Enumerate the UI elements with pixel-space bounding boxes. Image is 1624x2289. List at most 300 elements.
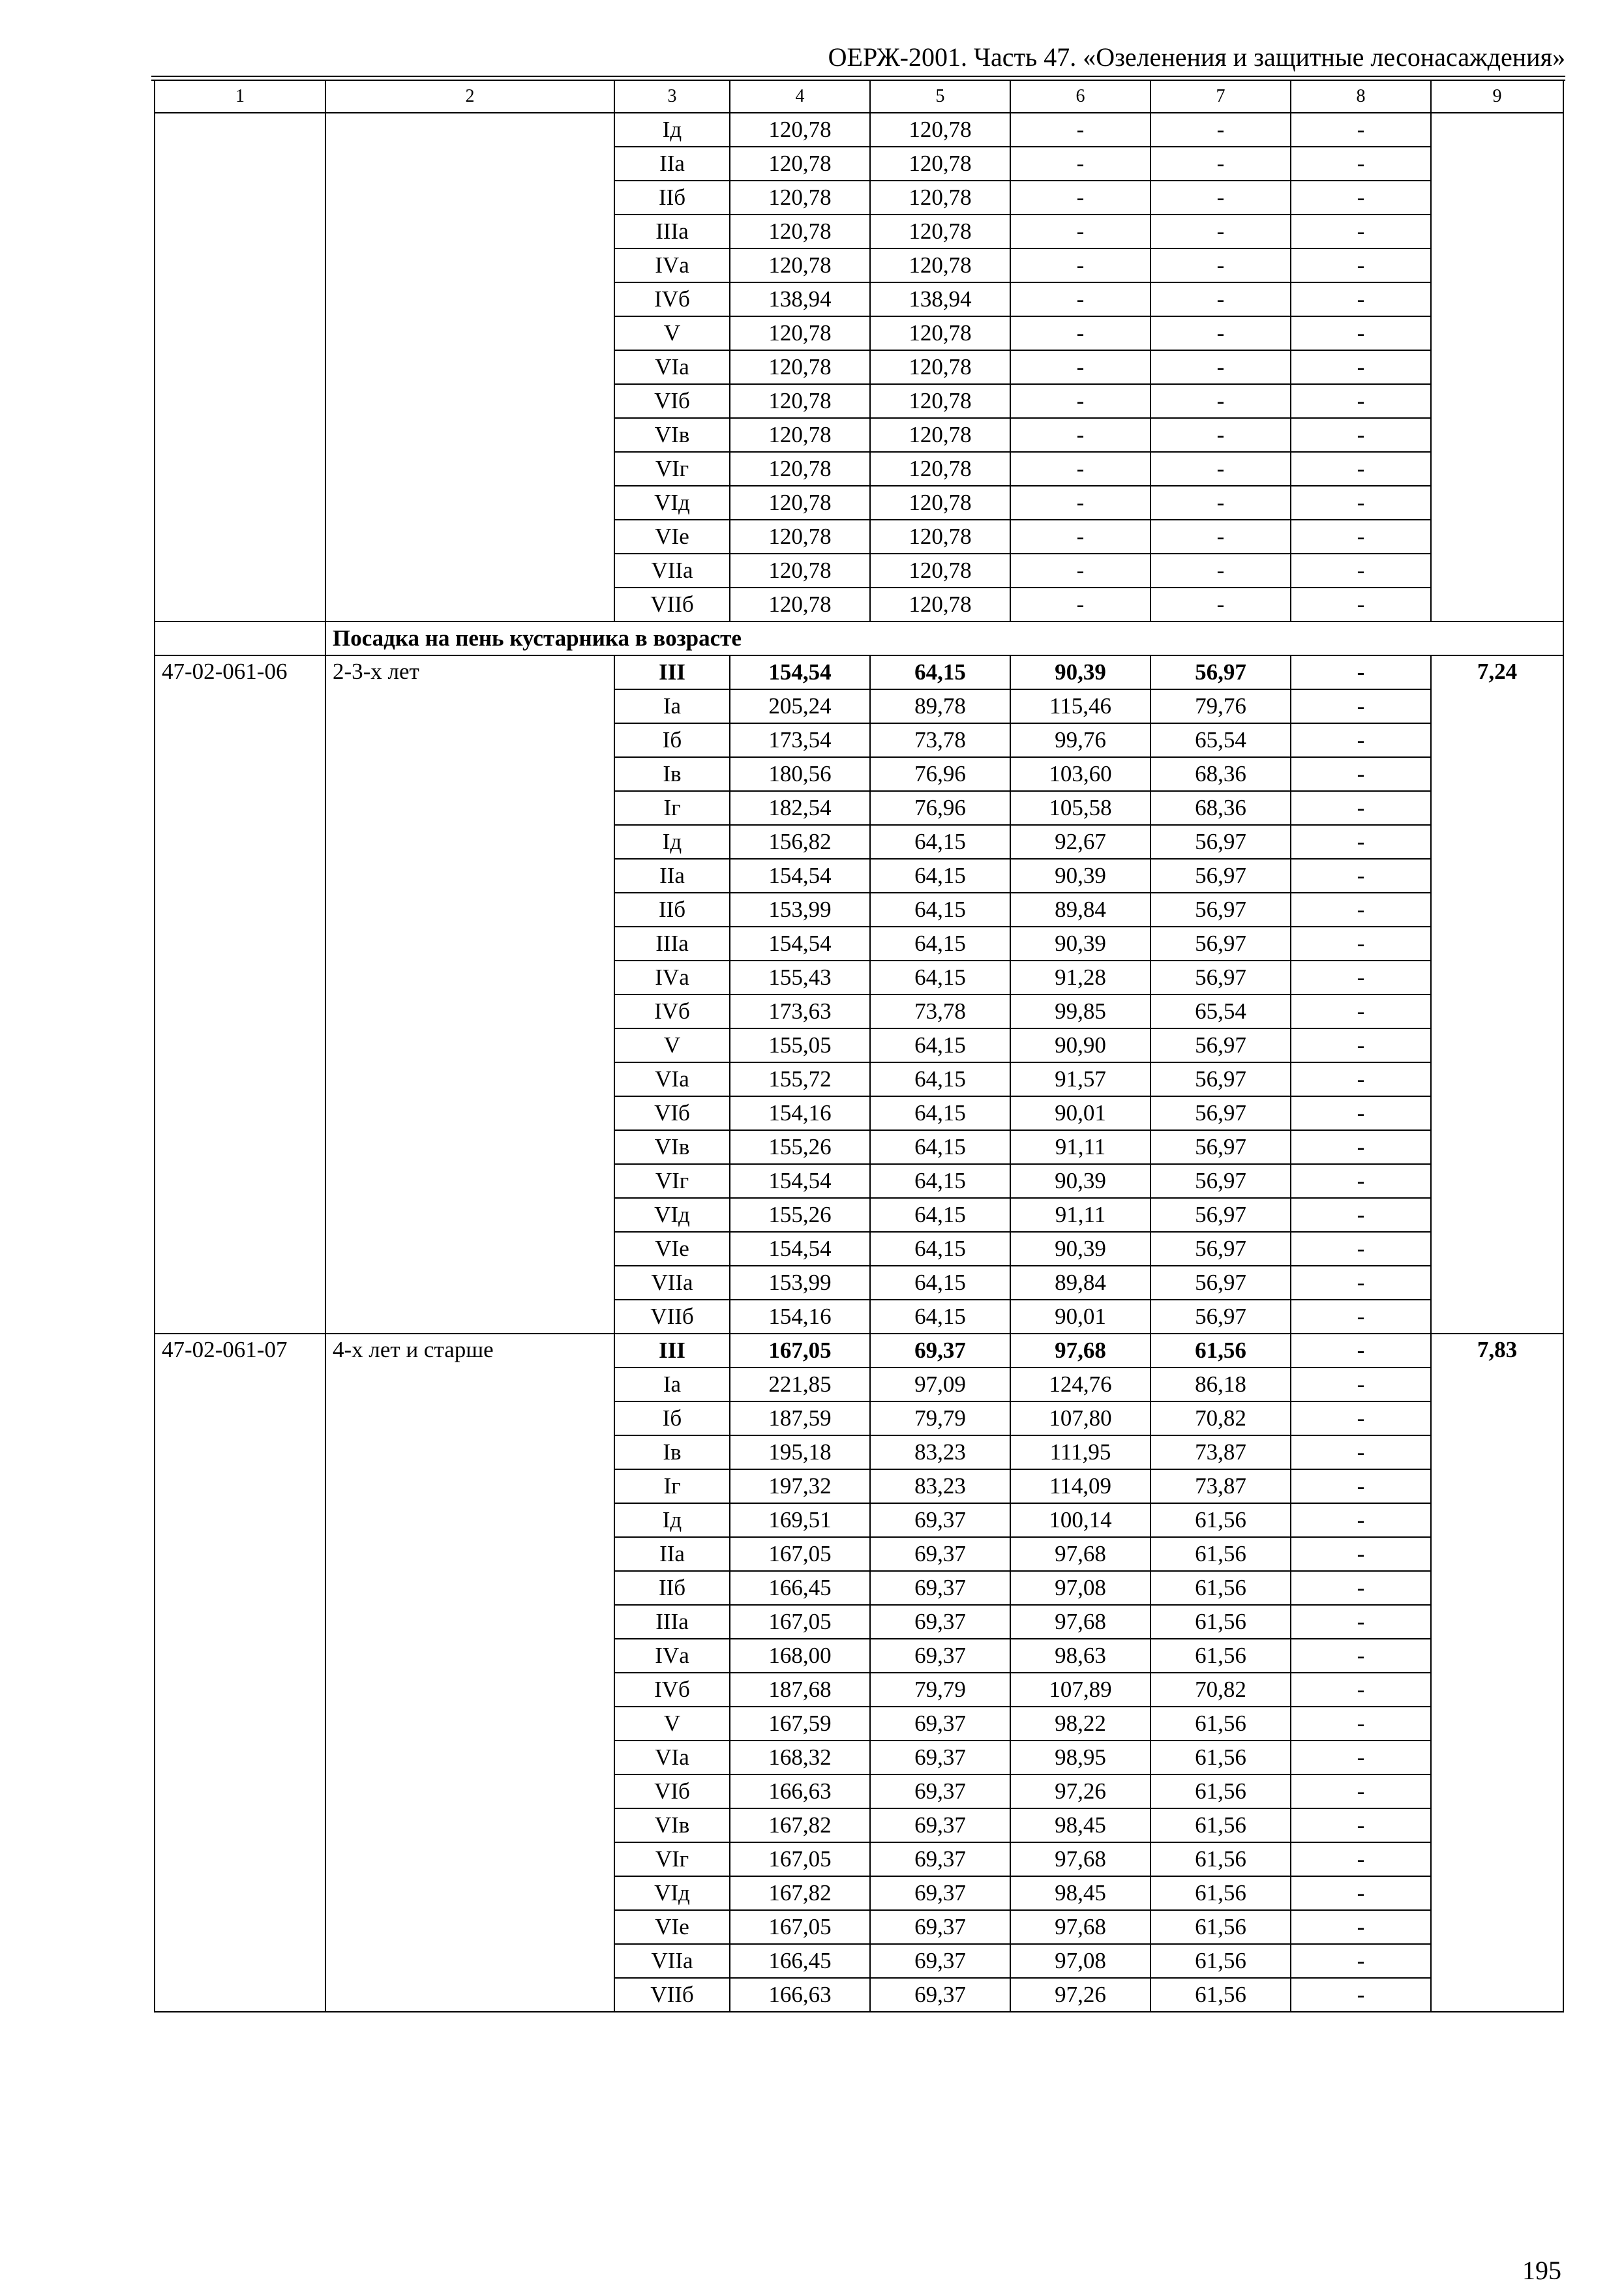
value-cell: 64,15 — [870, 1130, 1010, 1164]
value-cell: 56,97 — [1150, 927, 1291, 961]
value-cell: 120,78 — [730, 418, 870, 452]
zone-cell: Iд — [614, 113, 730, 147]
value-cell: - — [1291, 1401, 1431, 1435]
value-cell: 64,15 — [870, 1028, 1010, 1062]
zone-cell: VIа — [614, 350, 730, 384]
value-cell: 182,54 — [730, 791, 870, 825]
value-cell: 56,97 — [1150, 825, 1291, 859]
value-cell: - — [1150, 452, 1291, 486]
value-cell: 97,68 — [1010, 1605, 1150, 1639]
value-cell: 70,82 — [1150, 1401, 1291, 1435]
value-cell: - — [1291, 1876, 1431, 1910]
zone-cell: IVа — [614, 248, 730, 282]
value-cell: - — [1291, 1130, 1431, 1164]
zone-cell: VIIа — [614, 1944, 730, 1978]
column-number: 7 — [1150, 80, 1291, 113]
value-cell: 90,39 — [1010, 859, 1150, 893]
value-cell: 64,15 — [870, 825, 1010, 859]
value-cell: 120,78 — [730, 554, 870, 588]
value-cell: 64,15 — [870, 893, 1010, 927]
value-cell: 64,15 — [870, 859, 1010, 893]
value-cell: 154,16 — [730, 1300, 870, 1334]
value-cell: 120,78 — [870, 147, 1010, 181]
zone-cell: IVб — [614, 1673, 730, 1707]
value-cell: 154,54 — [730, 927, 870, 961]
value-cell: - — [1291, 1503, 1431, 1537]
column-9-cell: 7,83 — [1431, 1334, 1563, 2012]
value-cell: 120,78 — [870, 554, 1010, 588]
value-cell: - — [1010, 215, 1150, 248]
value-cell: 180,56 — [730, 757, 870, 791]
zone-cell: VIв — [614, 418, 730, 452]
value-cell: 69,37 — [870, 1537, 1010, 1571]
value-cell: 90,39 — [1010, 1164, 1150, 1198]
value-cell: - — [1010, 147, 1150, 181]
column-9-cell: 7,24 — [1431, 655, 1563, 1334]
value-cell: 138,94 — [870, 282, 1010, 316]
value-cell: 91,57 — [1010, 1062, 1150, 1096]
value-cell: - — [1010, 282, 1150, 316]
value-cell: 120,78 — [870, 113, 1010, 147]
value-cell: 91,28 — [1010, 961, 1150, 995]
zone-cell: Iд — [614, 825, 730, 859]
value-cell: 187,59 — [730, 1401, 870, 1435]
value-cell: 167,82 — [730, 1876, 870, 1910]
section-row — [155, 621, 1563, 655]
value-cell: 89,84 — [1010, 1266, 1150, 1300]
value-cell: 61,56 — [1150, 1503, 1291, 1537]
value-cell: 120,78 — [870, 181, 1010, 215]
value-cell: - — [1291, 757, 1431, 791]
value-cell: 205,24 — [730, 689, 870, 723]
value-cell: - — [1291, 655, 1431, 689]
value-cell: 153,99 — [730, 893, 870, 927]
value-cell: 69,37 — [870, 1944, 1010, 1978]
value-cell: 56,97 — [1150, 1062, 1291, 1096]
zone-cell: Iд — [614, 1503, 730, 1537]
value-cell: 120,78 — [730, 384, 870, 418]
section-spacer-cell — [155, 621, 325, 655]
value-cell: 167,05 — [730, 1605, 870, 1639]
value-cell: - — [1291, 1435, 1431, 1469]
value-cell: 107,80 — [1010, 1401, 1150, 1435]
value-cell: 166,45 — [730, 1571, 870, 1605]
value-cell: 61,56 — [1150, 1910, 1291, 1944]
value-cell: - — [1010, 248, 1150, 282]
zone-cell: VIб — [614, 1774, 730, 1808]
value-cell: 166,45 — [730, 1944, 870, 1978]
value-cell: 97,68 — [1010, 1537, 1150, 1571]
value-cell: - — [1010, 418, 1150, 452]
value-cell: 90,39 — [1010, 1232, 1150, 1266]
value-cell: - — [1291, 1232, 1431, 1266]
value-cell: 90,90 — [1010, 1028, 1150, 1062]
value-cell: - — [1010, 181, 1150, 215]
value-cell: 56,97 — [1150, 1266, 1291, 1300]
value-cell: 168,00 — [730, 1639, 870, 1673]
rate-code-cell — [155, 113, 325, 621]
value-cell: 98,63 — [1010, 1639, 1150, 1673]
value-cell: 64,15 — [870, 961, 1010, 995]
column-number: 5 — [870, 80, 1010, 113]
value-cell: 97,68 — [1010, 1334, 1150, 1368]
value-cell: 56,97 — [1150, 1198, 1291, 1232]
value-cell: 120,78 — [730, 486, 870, 520]
value-cell: 155,26 — [730, 1198, 870, 1232]
value-cell: 61,56 — [1150, 1978, 1291, 2012]
value-cell: - — [1291, 995, 1431, 1028]
zone-cell: Iа — [614, 689, 730, 723]
value-cell: 154,54 — [730, 655, 870, 689]
value-cell: - — [1150, 554, 1291, 588]
value-cell: 97,08 — [1010, 1571, 1150, 1605]
value-cell: 56,97 — [1150, 1028, 1291, 1062]
value-cell: 98,95 — [1010, 1741, 1150, 1774]
value-cell: 61,56 — [1150, 1944, 1291, 1978]
value-cell: 155,26 — [730, 1130, 870, 1164]
value-cell: 61,56 — [1150, 1605, 1291, 1639]
value-cell: - — [1010, 384, 1150, 418]
value-cell: 167,59 — [730, 1707, 870, 1741]
value-cell: 69,37 — [870, 1910, 1010, 1944]
value-cell: 64,15 — [870, 1266, 1010, 1300]
value-cell: 69,37 — [870, 1978, 1010, 2012]
value-cell: 120,78 — [870, 384, 1010, 418]
value-cell: - — [1291, 452, 1431, 486]
zone-cell: IIа — [614, 859, 730, 893]
value-cell: 61,56 — [1150, 1741, 1291, 1774]
value-cell: - — [1291, 588, 1431, 621]
work-name-cell: 4-х лет и старше — [325, 1334, 614, 2012]
value-cell: 97,08 — [1010, 1944, 1150, 1978]
value-cell: 120,78 — [730, 316, 870, 350]
value-cell: 156,82 — [730, 825, 870, 859]
value-cell: 98,45 — [1010, 1876, 1150, 1910]
value-cell: 167,05 — [730, 1334, 870, 1368]
value-cell: - — [1150, 248, 1291, 282]
value-cell: - — [1291, 113, 1431, 147]
value-cell: 120,78 — [870, 486, 1010, 520]
value-cell: 73,78 — [870, 723, 1010, 757]
column-number: 3 — [614, 80, 730, 113]
value-cell: - — [1150, 181, 1291, 215]
value-cell: - — [1010, 520, 1150, 554]
value-cell: 69,37 — [870, 1774, 1010, 1808]
zone-cell: IIб — [614, 893, 730, 927]
value-cell: 90,39 — [1010, 655, 1150, 689]
value-cell: - — [1291, 791, 1431, 825]
value-cell: - — [1150, 486, 1291, 520]
value-cell: 166,63 — [730, 1978, 870, 2012]
value-cell: - — [1291, 1910, 1431, 1944]
value-cell: 154,54 — [730, 859, 870, 893]
value-cell: 65,54 — [1150, 723, 1291, 757]
value-cell: 120,78 — [730, 147, 870, 181]
column-9-cell — [1431, 113, 1563, 621]
zone-cell: V — [614, 1028, 730, 1062]
value-cell: 97,26 — [1010, 1774, 1150, 1808]
value-cell: 97,68 — [1010, 1842, 1150, 1876]
zone-cell: IVа — [614, 1639, 730, 1673]
value-cell: 64,15 — [870, 1300, 1010, 1334]
value-cell: 97,09 — [870, 1368, 1010, 1401]
value-cell: 154,16 — [730, 1096, 870, 1130]
value-cell: - — [1291, 1673, 1431, 1707]
value-cell: 155,05 — [730, 1028, 870, 1062]
column-number-row — [155, 80, 1563, 113]
value-cell: - — [1291, 1368, 1431, 1401]
zone-cell: VIв — [614, 1808, 730, 1842]
value-cell: 221,85 — [730, 1368, 870, 1401]
value-cell: 103,60 — [1010, 757, 1150, 791]
value-cell: 97,26 — [1010, 1978, 1150, 2012]
rates-table — [154, 80, 1564, 2012]
value-cell: - — [1291, 1842, 1431, 1876]
value-cell: - — [1150, 384, 1291, 418]
value-cell: - — [1291, 282, 1431, 316]
zone-cell: Iв — [614, 757, 730, 791]
value-cell: 155,43 — [730, 961, 870, 995]
value-cell: 86,18 — [1150, 1368, 1291, 1401]
value-cell: - — [1010, 588, 1150, 621]
value-cell: 79,76 — [1150, 689, 1291, 723]
zone-cell: V — [614, 1707, 730, 1741]
value-cell: 69,37 — [870, 1741, 1010, 1774]
value-cell: - — [1010, 350, 1150, 384]
value-cell: 61,56 — [1150, 1571, 1291, 1605]
value-cell: - — [1291, 1978, 1431, 2012]
value-cell: - — [1150, 520, 1291, 554]
value-cell: 120,78 — [870, 316, 1010, 350]
value-cell: 167,05 — [730, 1910, 870, 1944]
zone-cell: IIIа — [614, 1605, 730, 1639]
zone-cell: VIе — [614, 520, 730, 554]
value-cell: - — [1150, 418, 1291, 452]
value-cell: 120,78 — [870, 350, 1010, 384]
value-cell: 120,78 — [870, 248, 1010, 282]
value-cell: - — [1291, 1096, 1431, 1130]
value-cell: - — [1291, 1062, 1431, 1096]
value-cell: - — [1291, 1198, 1431, 1232]
zone-cell: VIг — [614, 452, 730, 486]
value-cell: 91,11 — [1010, 1130, 1150, 1164]
value-cell: 167,82 — [730, 1808, 870, 1842]
value-cell: 79,79 — [870, 1673, 1010, 1707]
value-cell: 61,56 — [1150, 1876, 1291, 1910]
value-cell: 111,95 — [1010, 1435, 1150, 1469]
value-cell: - — [1291, 1571, 1431, 1605]
value-cell: 64,15 — [870, 1062, 1010, 1096]
value-cell: - — [1291, 1741, 1431, 1774]
value-cell: - — [1291, 723, 1431, 757]
zone-cell: III — [614, 1334, 730, 1368]
zone-cell: VIIб — [614, 1978, 730, 2012]
zone-cell: IVб — [614, 282, 730, 316]
value-cell: - — [1291, 248, 1431, 282]
value-cell: - — [1291, 384, 1431, 418]
value-cell: 76,96 — [870, 791, 1010, 825]
document-title: ОЕРЖ-2001. Часть 47. «Озеленения и защитные лесонасаждения» — [828, 42, 1565, 72]
value-cell: - — [1291, 893, 1431, 927]
page-number: 195 — [1522, 2256, 1561, 2285]
value-cell: - — [1291, 927, 1431, 961]
value-cell: - — [1291, 215, 1431, 248]
value-cell: 83,23 — [870, 1469, 1010, 1503]
value-cell: - — [1150, 316, 1291, 350]
zone-cell: VIIб — [614, 1300, 730, 1334]
value-cell: - — [1291, 1334, 1431, 1368]
work-name-cell — [325, 113, 614, 621]
column-number: 4 — [730, 80, 870, 113]
value-cell: 61,56 — [1150, 1537, 1291, 1571]
value-cell: 105,58 — [1010, 791, 1150, 825]
value-cell: 167,05 — [730, 1537, 870, 1571]
value-cell: 120,78 — [730, 520, 870, 554]
value-cell: - — [1291, 1774, 1431, 1808]
value-cell: 56,97 — [1150, 655, 1291, 689]
value-cell: 195,18 — [730, 1435, 870, 1469]
value-cell: - — [1291, 859, 1431, 893]
value-cell: 92,67 — [1010, 825, 1150, 859]
value-cell: 89,78 — [870, 689, 1010, 723]
value-cell: - — [1150, 350, 1291, 384]
column-number: 8 — [1291, 80, 1431, 113]
value-cell: 120,78 — [870, 520, 1010, 554]
zone-cell: VIIб — [614, 588, 730, 621]
value-cell: 68,36 — [1150, 791, 1291, 825]
zone-cell: VIа — [614, 1062, 730, 1096]
value-cell: 120,78 — [730, 452, 870, 486]
value-cell: 56,97 — [1150, 961, 1291, 995]
value-cell: 64,15 — [870, 1232, 1010, 1266]
value-cell: 64,15 — [870, 1164, 1010, 1198]
value-cell: 98,45 — [1010, 1808, 1150, 1842]
rate-code-cell: 47-02-061-06 — [155, 655, 325, 1334]
value-cell: - — [1150, 588, 1291, 621]
value-cell: - — [1291, 486, 1431, 520]
zone-cell: VIе — [614, 1232, 730, 1266]
zone-cell: VIд — [614, 486, 730, 520]
value-cell: 83,23 — [870, 1435, 1010, 1469]
value-cell: - — [1150, 147, 1291, 181]
page-header — [151, 37, 1565, 77]
zone-cell: IVб — [614, 995, 730, 1028]
value-cell: 61,56 — [1150, 1639, 1291, 1673]
value-cell: 120,78 — [870, 452, 1010, 486]
value-cell: 169,51 — [730, 1503, 870, 1537]
column-number: 2 — [325, 80, 614, 113]
value-cell: 99,85 — [1010, 995, 1150, 1028]
zone-cell: IIб — [614, 1571, 730, 1605]
zone-cell: VIд — [614, 1198, 730, 1232]
value-cell: 70,82 — [1150, 1673, 1291, 1707]
zone-cell: VIд — [614, 1876, 730, 1910]
value-cell: 69,37 — [870, 1571, 1010, 1605]
value-cell: 73,87 — [1150, 1435, 1291, 1469]
value-cell: 97,68 — [1010, 1910, 1150, 1944]
value-cell: 64,15 — [870, 1198, 1010, 1232]
value-cell: 173,63 — [730, 995, 870, 1028]
value-cell: - — [1010, 554, 1150, 588]
value-cell: - — [1150, 215, 1291, 248]
value-cell: 69,37 — [870, 1808, 1010, 1842]
value-cell: - — [1291, 1707, 1431, 1741]
value-cell: 61,56 — [1150, 1334, 1291, 1368]
value-cell: - — [1291, 689, 1431, 723]
value-cell: 73,78 — [870, 995, 1010, 1028]
value-cell: 69,37 — [870, 1605, 1010, 1639]
value-cell: - — [1291, 1944, 1431, 1978]
value-cell: 120,78 — [730, 215, 870, 248]
value-cell: 65,54 — [1150, 995, 1291, 1028]
zone-cell: Iв — [614, 1435, 730, 1469]
value-cell: - — [1010, 486, 1150, 520]
value-cell: - — [1291, 1164, 1431, 1198]
zone-cell: VIа — [614, 1741, 730, 1774]
value-cell: - — [1291, 418, 1431, 452]
zone-cell: Iб — [614, 1401, 730, 1435]
value-cell: 56,97 — [1150, 859, 1291, 893]
value-cell: 69,37 — [870, 1707, 1010, 1741]
table-row — [155, 113, 1563, 147]
value-cell: 73,87 — [1150, 1469, 1291, 1503]
zone-cell: IIа — [614, 147, 730, 181]
value-cell: 69,37 — [870, 1842, 1010, 1876]
value-cell: 61,56 — [1150, 1842, 1291, 1876]
value-cell: 173,54 — [730, 723, 870, 757]
value-cell: 56,97 — [1150, 1300, 1291, 1334]
column-number: 9 — [1431, 80, 1563, 113]
zone-cell: VIб — [614, 1096, 730, 1130]
column-number: 1 — [155, 80, 325, 113]
table-row — [155, 655, 1563, 689]
value-cell: - — [1010, 452, 1150, 486]
zone-cell: IIб — [614, 181, 730, 215]
value-cell: - — [1291, 825, 1431, 859]
value-cell: 166,63 — [730, 1774, 870, 1808]
value-cell: 90,39 — [1010, 927, 1150, 961]
value-cell: 91,11 — [1010, 1198, 1150, 1232]
value-cell: 89,84 — [1010, 893, 1150, 927]
value-cell: 154,54 — [730, 1164, 870, 1198]
zone-cell: III — [614, 655, 730, 689]
value-cell: 120,78 — [870, 215, 1010, 248]
zone-cell: VIе — [614, 1910, 730, 1944]
value-cell: - — [1291, 147, 1431, 181]
zone-cell: VIIа — [614, 554, 730, 588]
value-cell: - — [1291, 520, 1431, 554]
value-cell: - — [1291, 1808, 1431, 1842]
zone-cell: VIв — [614, 1130, 730, 1164]
value-cell: - — [1291, 1300, 1431, 1334]
value-cell: - — [1291, 1537, 1431, 1571]
value-cell: 154,54 — [730, 1232, 870, 1266]
value-cell: 120,78 — [870, 588, 1010, 621]
zone-cell: V — [614, 316, 730, 350]
value-cell: - — [1291, 1469, 1431, 1503]
value-cell: - — [1291, 961, 1431, 995]
zone-cell: Iг — [614, 791, 730, 825]
value-cell: 61,56 — [1150, 1808, 1291, 1842]
value-cell: 197,32 — [730, 1469, 870, 1503]
zone-cell: IVа — [614, 961, 730, 995]
value-cell: 99,76 — [1010, 723, 1150, 757]
value-cell: 120,78 — [730, 181, 870, 215]
rate-code-cell: 47-02-061-07 — [155, 1334, 325, 2012]
value-cell: 76,96 — [870, 757, 1010, 791]
value-cell: 69,37 — [870, 1503, 1010, 1537]
value-cell: 90,01 — [1010, 1300, 1150, 1334]
